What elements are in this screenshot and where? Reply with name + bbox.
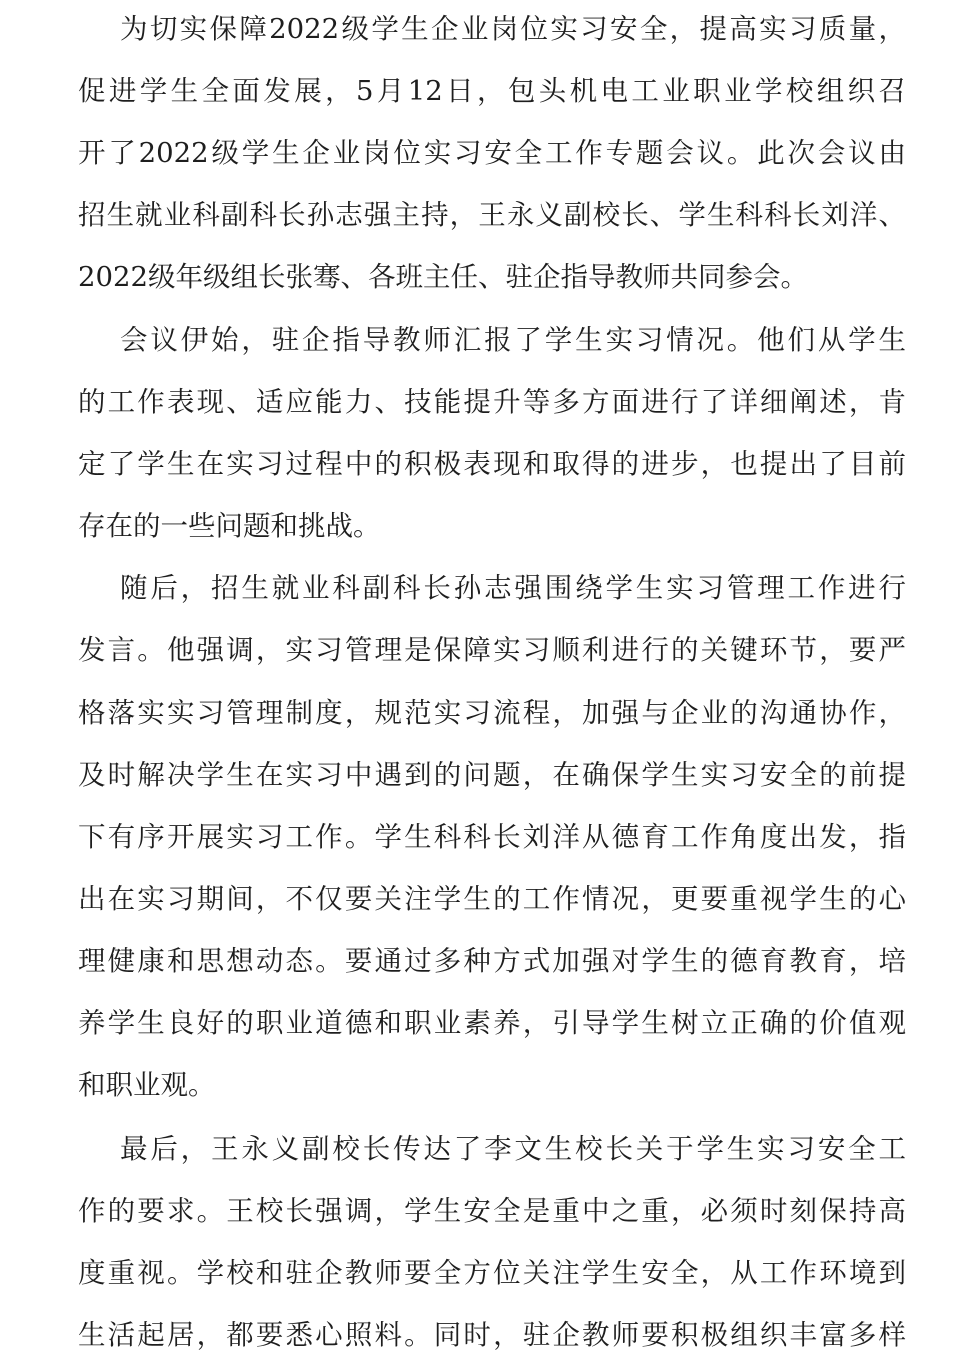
paragraph-2-line-2: 的工作表现、适应能力、技能提升等多方面进行了详细阐述，肯 xyxy=(78,386,906,418)
paragraph-1-line-3: 开了2022级学生企业岗位实习安全工作专题会议。此次会议由 xyxy=(78,137,906,169)
paragraph-3-line-8: 养学生良好的职业道德和职业素养，引导学生树立正确的价值观 xyxy=(78,1007,906,1039)
paragraph-2-line-4: 存在的一些问题和挑战。 xyxy=(78,510,381,542)
paragraph-4-line-3: 度重视。学校和驻企教师要全方位关注学生安全，从工作环境到 xyxy=(78,1257,906,1289)
paragraph-3-line-1: 随后，招生就业科副科长孙志强围绕学生实习管理工作进行 xyxy=(120,572,906,604)
paragraph-3-line-3: 格落实实习管理制度，规范实习流程，加强与企业的沟通协作， xyxy=(78,697,906,729)
paragraph-4-line-2: 作的要求。王校长强调，学生安全是重中之重，必须时刻保持高 xyxy=(78,1195,906,1227)
paragraph-3-line-7: 理健康和思想动态。要通过多种方式加强对学生的德育教育，培 xyxy=(78,945,906,977)
paragraph-1-line-4: 招生就业科副科长孙志强主持，王永义副校长、学生科科长刘洋、 xyxy=(78,199,906,231)
paragraph-1-line-1: 为切实保障2022级学生企业岗位实习安全，提高实习质量， xyxy=(120,13,906,45)
paragraph-3-line-2: 发言。他强调，实习管理是保障实习顺利进行的关键环节，要严 xyxy=(78,634,906,666)
paragraph-4-line-4: 生活起居，都要悉心照料。同时，驻企教师要积极组织丰富多样 xyxy=(78,1319,906,1351)
paragraph-3-line-6: 出在实习期间，不仅要关注学生的工作情况，更要重视学生的心 xyxy=(78,883,906,915)
paragraph-3-line-4: 及时解决学生在实习中遇到的问题，在确保学生实习安全的前提 xyxy=(78,759,906,791)
paragraph-3-line-5: 下有序开展实习工作。学生科科长刘洋从德育工作角度出发，指 xyxy=(78,821,906,853)
paragraph-2-line-1: 会议伊始，驻企指导教师汇报了学生实习情况。他们从学生 xyxy=(120,324,906,356)
paragraph-4-line-1: 最后，王永义副校长传达了李文生校长关于学生实习安全工 xyxy=(120,1133,906,1165)
paragraph-3-line-9: 和职业观。 xyxy=(78,1069,216,1101)
paragraph-1-line-5: 2022级年级组长张骞、各班主任、驻企指导教师共同参会。 xyxy=(78,261,808,293)
paragraph-1-line-2: 促进学生全面发展，5月12日，包头机电工业职业学校组织召 xyxy=(78,75,906,107)
paragraph-2-line-3: 定了学生在实习过程中的积极表现和取得的进步，也提出了目前 xyxy=(78,448,906,480)
